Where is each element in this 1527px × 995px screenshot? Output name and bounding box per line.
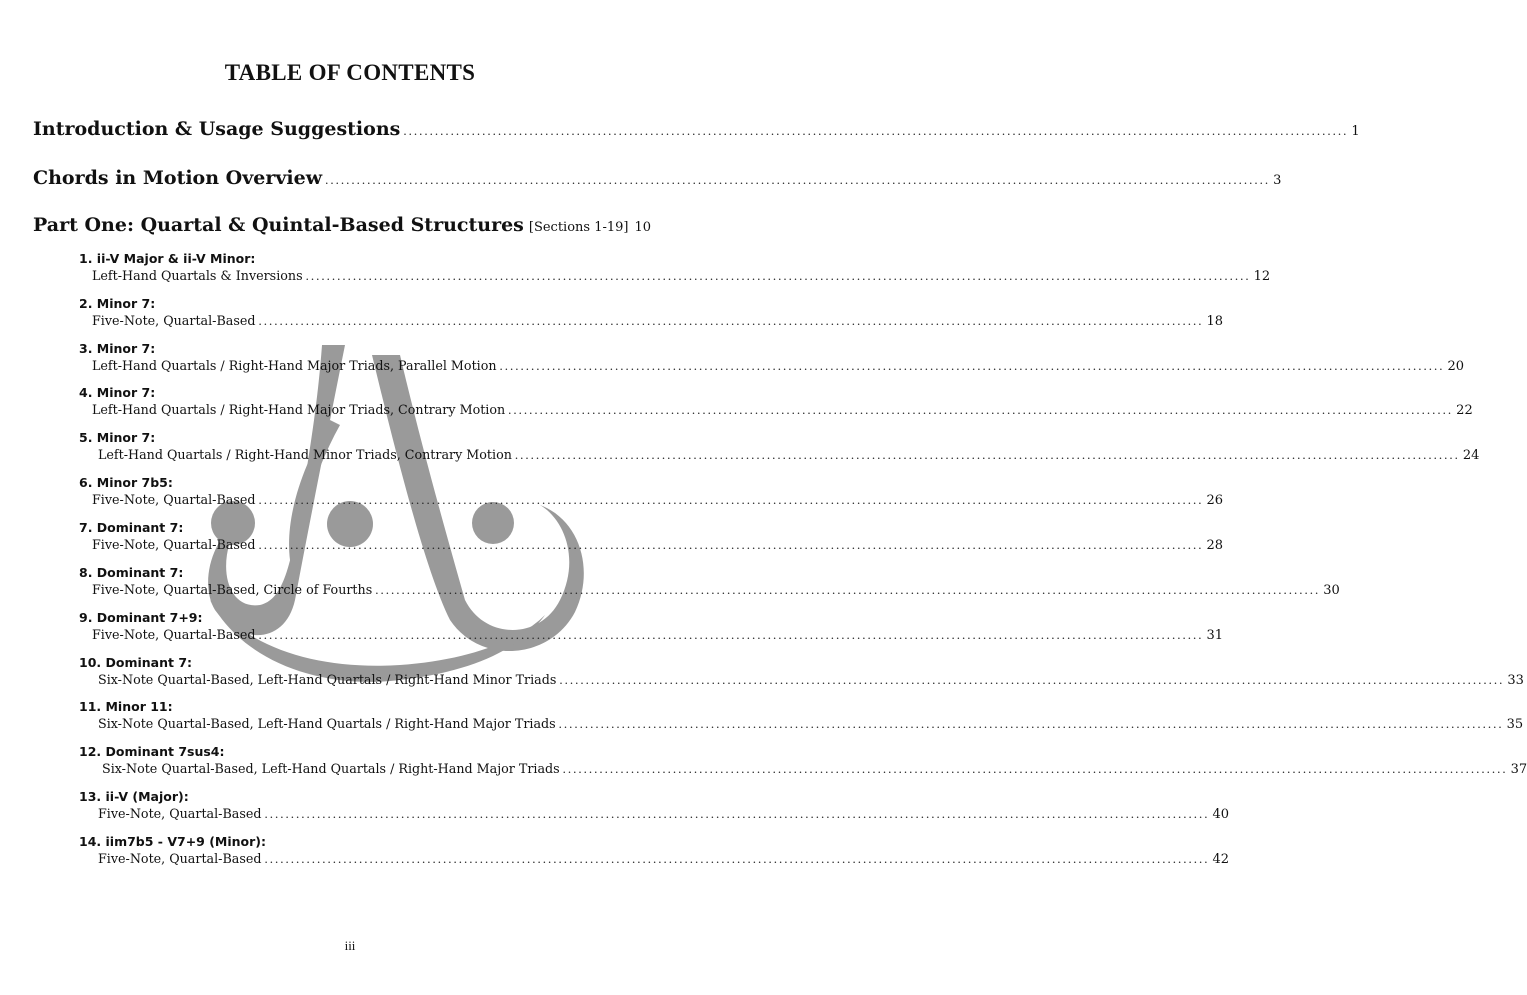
dot-leader: .................................................................................................................................................................................... bbox=[514, 447, 1460, 462]
section-desc: Left-Hand Quartals / Right-Hand Minor Triads, Contrary Motion bbox=[98, 447, 512, 462]
toc-section-11[interactable] bbox=[79, 698, 1524, 734]
section-title: 6. Minor 7b5: bbox=[79, 475, 173, 490]
section-desc: Five-Note, Quartal-Based bbox=[98, 851, 262, 866]
dot-leader: .................................................................................................................................................................................... bbox=[375, 582, 1321, 597]
entry-label: Part One: Quartal & Quintal-Based Structures bbox=[33, 214, 524, 236]
section-page: 42 bbox=[1212, 852, 1230, 867]
section-title: 14. iim7b5 - V7+9 (Minor): bbox=[79, 834, 267, 849]
page-title: TABLE OF CONTENTS bbox=[224, 60, 476, 85]
section-title: 3. Minor 7: bbox=[79, 341, 156, 356]
entry-page: 1 bbox=[1351, 124, 1360, 139]
dot-leader: .................................................................................................................................................................................... bbox=[258, 537, 1204, 552]
toc-section-9[interactable] bbox=[79, 609, 1224, 645]
section-title: 2. Minor 7: bbox=[79, 296, 156, 311]
dot-leader: .................................................................................................................................................................................... bbox=[258, 313, 1204, 328]
entry-page: 10 bbox=[634, 220, 652, 235]
section-desc: Left-Hand Quartals & Inversions bbox=[92, 268, 303, 283]
section-title: 11. Minor 11: bbox=[79, 699, 173, 714]
dot-leader: .................................................................................................................................................................................... bbox=[264, 851, 1210, 866]
dot-leader: .................................................................................................................................................................................... bbox=[264, 806, 1210, 821]
toc-section-7[interactable] bbox=[79, 519, 1224, 555]
entry-label: Introduction & Usage Suggestions bbox=[33, 118, 401, 140]
section-title: 7. Dominant 7: bbox=[79, 520, 184, 535]
section-desc: Six-Note Quartal-Based, Left-Hand Quartals / Right-Hand Major Triads bbox=[98, 716, 556, 731]
dot-leader: .................................................................................................................................................................................... bbox=[325, 172, 1271, 187]
section-title: 5. Minor 7: bbox=[79, 430, 156, 445]
section-page: 40 bbox=[1212, 807, 1230, 822]
toc-section-5[interactable] bbox=[79, 429, 1480, 465]
section-desc: Six-Note Quartal-Based, Left-Hand Quartals / Right-Hand Minor Triads bbox=[98, 672, 557, 687]
toc-section-3[interactable] bbox=[79, 340, 1465, 376]
section-page: 20 bbox=[1447, 359, 1465, 374]
toc-section-14[interactable] bbox=[79, 833, 1230, 869]
section-page: 37 bbox=[1510, 762, 1527, 777]
dot-leader: .................................................................................................................................................................................... bbox=[558, 716, 1504, 731]
section-title: 13. ii-V (Major): bbox=[79, 789, 189, 804]
dot-leader: .................................................................................................................................................................................... bbox=[258, 627, 1204, 642]
section-title: 12. Dominant 7sus4: bbox=[79, 744, 225, 759]
dot-leader: .................................................................................................................................................................................... bbox=[403, 123, 1349, 138]
dot-leader: .................................................................................................................................................................................... bbox=[305, 268, 1251, 283]
section-desc: Five-Note, Quartal-Based bbox=[92, 313, 256, 328]
section-title: 8. Dominant 7: bbox=[79, 565, 184, 580]
toc-entry-overview[interactable] bbox=[33, 167, 1282, 189]
toc-section-12[interactable] bbox=[79, 743, 1527, 779]
toc-section-10[interactable] bbox=[79, 654, 1524, 690]
section-page: 22 bbox=[1456, 403, 1473, 418]
toc-entry-introduction[interactable] bbox=[33, 118, 1360, 140]
toc-section-2[interactable] bbox=[79, 295, 1224, 331]
section-page: 30 bbox=[1323, 583, 1340, 598]
section-page: 26 bbox=[1206, 493, 1224, 508]
dot-leader: .................................................................................................................................................................................... bbox=[499, 358, 1445, 373]
section-title: 1. ii-V Major & ii-V Minor: bbox=[79, 251, 256, 266]
entry-sections-note: [Sections 1-19] bbox=[528, 220, 629, 235]
section-page: 33 bbox=[1507, 673, 1524, 688]
toc-section-8[interactable] bbox=[79, 564, 1340, 600]
toc-section-4[interactable] bbox=[79, 384, 1473, 420]
section-title: 9. Dominant 7+9: bbox=[79, 610, 203, 625]
section-desc: Five-Note, Quartal-Based bbox=[98, 806, 262, 821]
section-desc: Left-Hand Quartals / Right-Hand Major Triads, Parallel Motion bbox=[92, 358, 497, 373]
toc-section-1[interactable] bbox=[79, 250, 1271, 286]
section-title: 4. Minor 7: bbox=[79, 385, 156, 400]
section-page: 24 bbox=[1462, 448, 1480, 463]
section-desc: Left-Hand Quartals / Right-Hand Major Triads, Contrary Motion bbox=[92, 402, 506, 417]
dot-leader: .................................................................................................................................................................................... bbox=[559, 672, 1505, 687]
section-page: 31 bbox=[1206, 628, 1224, 643]
section-page: 35 bbox=[1506, 717, 1524, 732]
entry-page: 3 bbox=[1273, 173, 1282, 188]
section-page: 18 bbox=[1206, 314, 1224, 329]
section-desc: Five-Note, Quartal-Based bbox=[92, 537, 256, 552]
section-desc: Five-Note, Quartal-Based, Circle of Fourths bbox=[92, 582, 373, 597]
toc-section-13[interactable] bbox=[79, 788, 1230, 824]
toc-section-6[interactable] bbox=[79, 474, 1224, 510]
toc-entry-part-one[interactable] bbox=[33, 214, 652, 236]
section-desc: Five-Note, Quartal-Based bbox=[92, 492, 256, 507]
dot-leader: .................................................................................................................................................................................... bbox=[258, 492, 1204, 507]
section-desc: Five-Note, Quartal-Based bbox=[92, 627, 256, 642]
section-page: 12 bbox=[1253, 269, 1271, 284]
section-title: 10. Dominant 7: bbox=[79, 655, 193, 670]
dot-leader: .................................................................................................................................................................................... bbox=[562, 761, 1508, 776]
entry-label: Chords in Motion Overview bbox=[33, 167, 323, 189]
page-number-footer: iii bbox=[344, 938, 356, 953]
section-desc: Six-Note Quartal-Based, Left-Hand Quartals / Right-Hand Major Triads bbox=[102, 761, 560, 776]
dot-leader: .................................................................................................................................................................................... bbox=[508, 402, 1454, 417]
section-page: 28 bbox=[1206, 538, 1224, 553]
